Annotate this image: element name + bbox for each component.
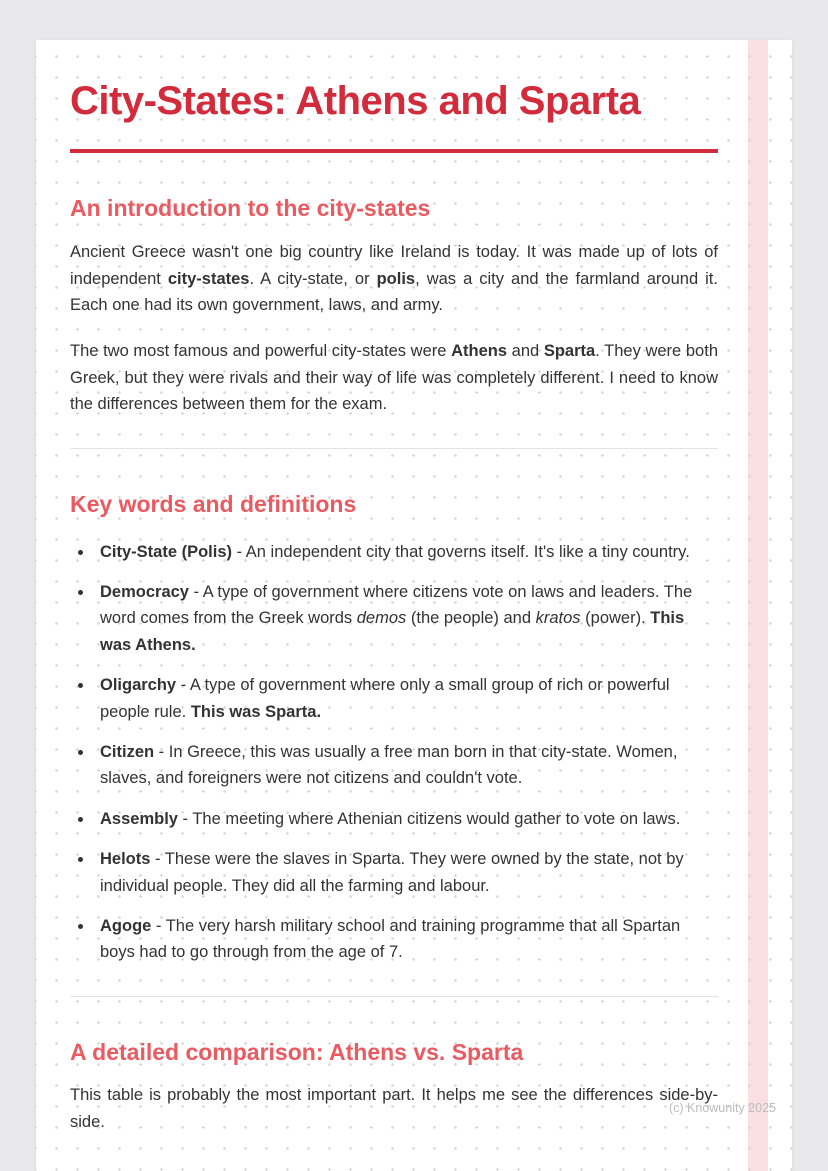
document-content: [36, 40, 792, 1136]
keyword-list: [70, 539, 718, 966]
section-heading-keywords: Key words and definitions: [70, 491, 357, 518]
section-divider: [70, 448, 718, 449]
keyword-item-agoge: • Agoge - The very harsh military school and training programme that all Spartan boys had to go through from the age of 7.: [94, 913, 718, 966]
comparison-paragraph-1: This table is probably the most important part. It helps me see the differences side-by-side.: [70, 1086, 718, 1132]
page-title: City-States: Athens and Sparta: [70, 79, 641, 123]
section-heading-comparison: A detailed comparison: Athens vs. Sparta: [70, 1038, 524, 1065]
keyword-item-citizen: • Citizen - In Greece, this was usually a free man born in that city-state. Women, slaves, and foreigners were not citizens and couldn't vote.: [94, 739, 718, 792]
section-heading-introduction: An introduction to the city-states: [70, 195, 431, 222]
keyword-item-democracy: • Democracy - A type of government where citizens vote on laws and leaders. The word comes from the Greek words demos (the people) and kratos (power). This was Athens.: [94, 579, 718, 658]
keyword-item-helots: • Helots - These were the slaves in Sparta. They were owned by the state, not by individual people. They did all the farming and labour.: [94, 846, 718, 899]
footer-credit: (c) Knowunity 2025: [668, 1101, 776, 1115]
section-divider: [70, 996, 718, 997]
keyword-item-city-state: • City-State (Polis) - An independent city that governs itself. It's like a tiny country.: [94, 539, 718, 565]
intro-paragraph-2: The two most famous and powerful city-states were Athens and Sparta. They were both Greek, but they were rivals and their way of life was completely different. I need to know the differences between them for the exam.: [70, 341, 718, 414]
title-divider: [70, 149, 718, 153]
intro-paragraph-1: Ancient Greece wasn't one big country like Ireland is today. It was made up of lots of independent city-states. A city-state, or polis, was a city and the farmland around it. Each one had its own government, laws, and army.: [70, 242, 718, 315]
document-page: [36, 40, 792, 1171]
keyword-item-assembly: • Assembly - The meeting where Athenian citizens would gather to vote on laws.: [94, 806, 718, 832]
keyword-item-oligarchy: • Oligarchy - A type of government where only a small group of rich or powerful people rule. This was Sparta.: [94, 672, 718, 725]
